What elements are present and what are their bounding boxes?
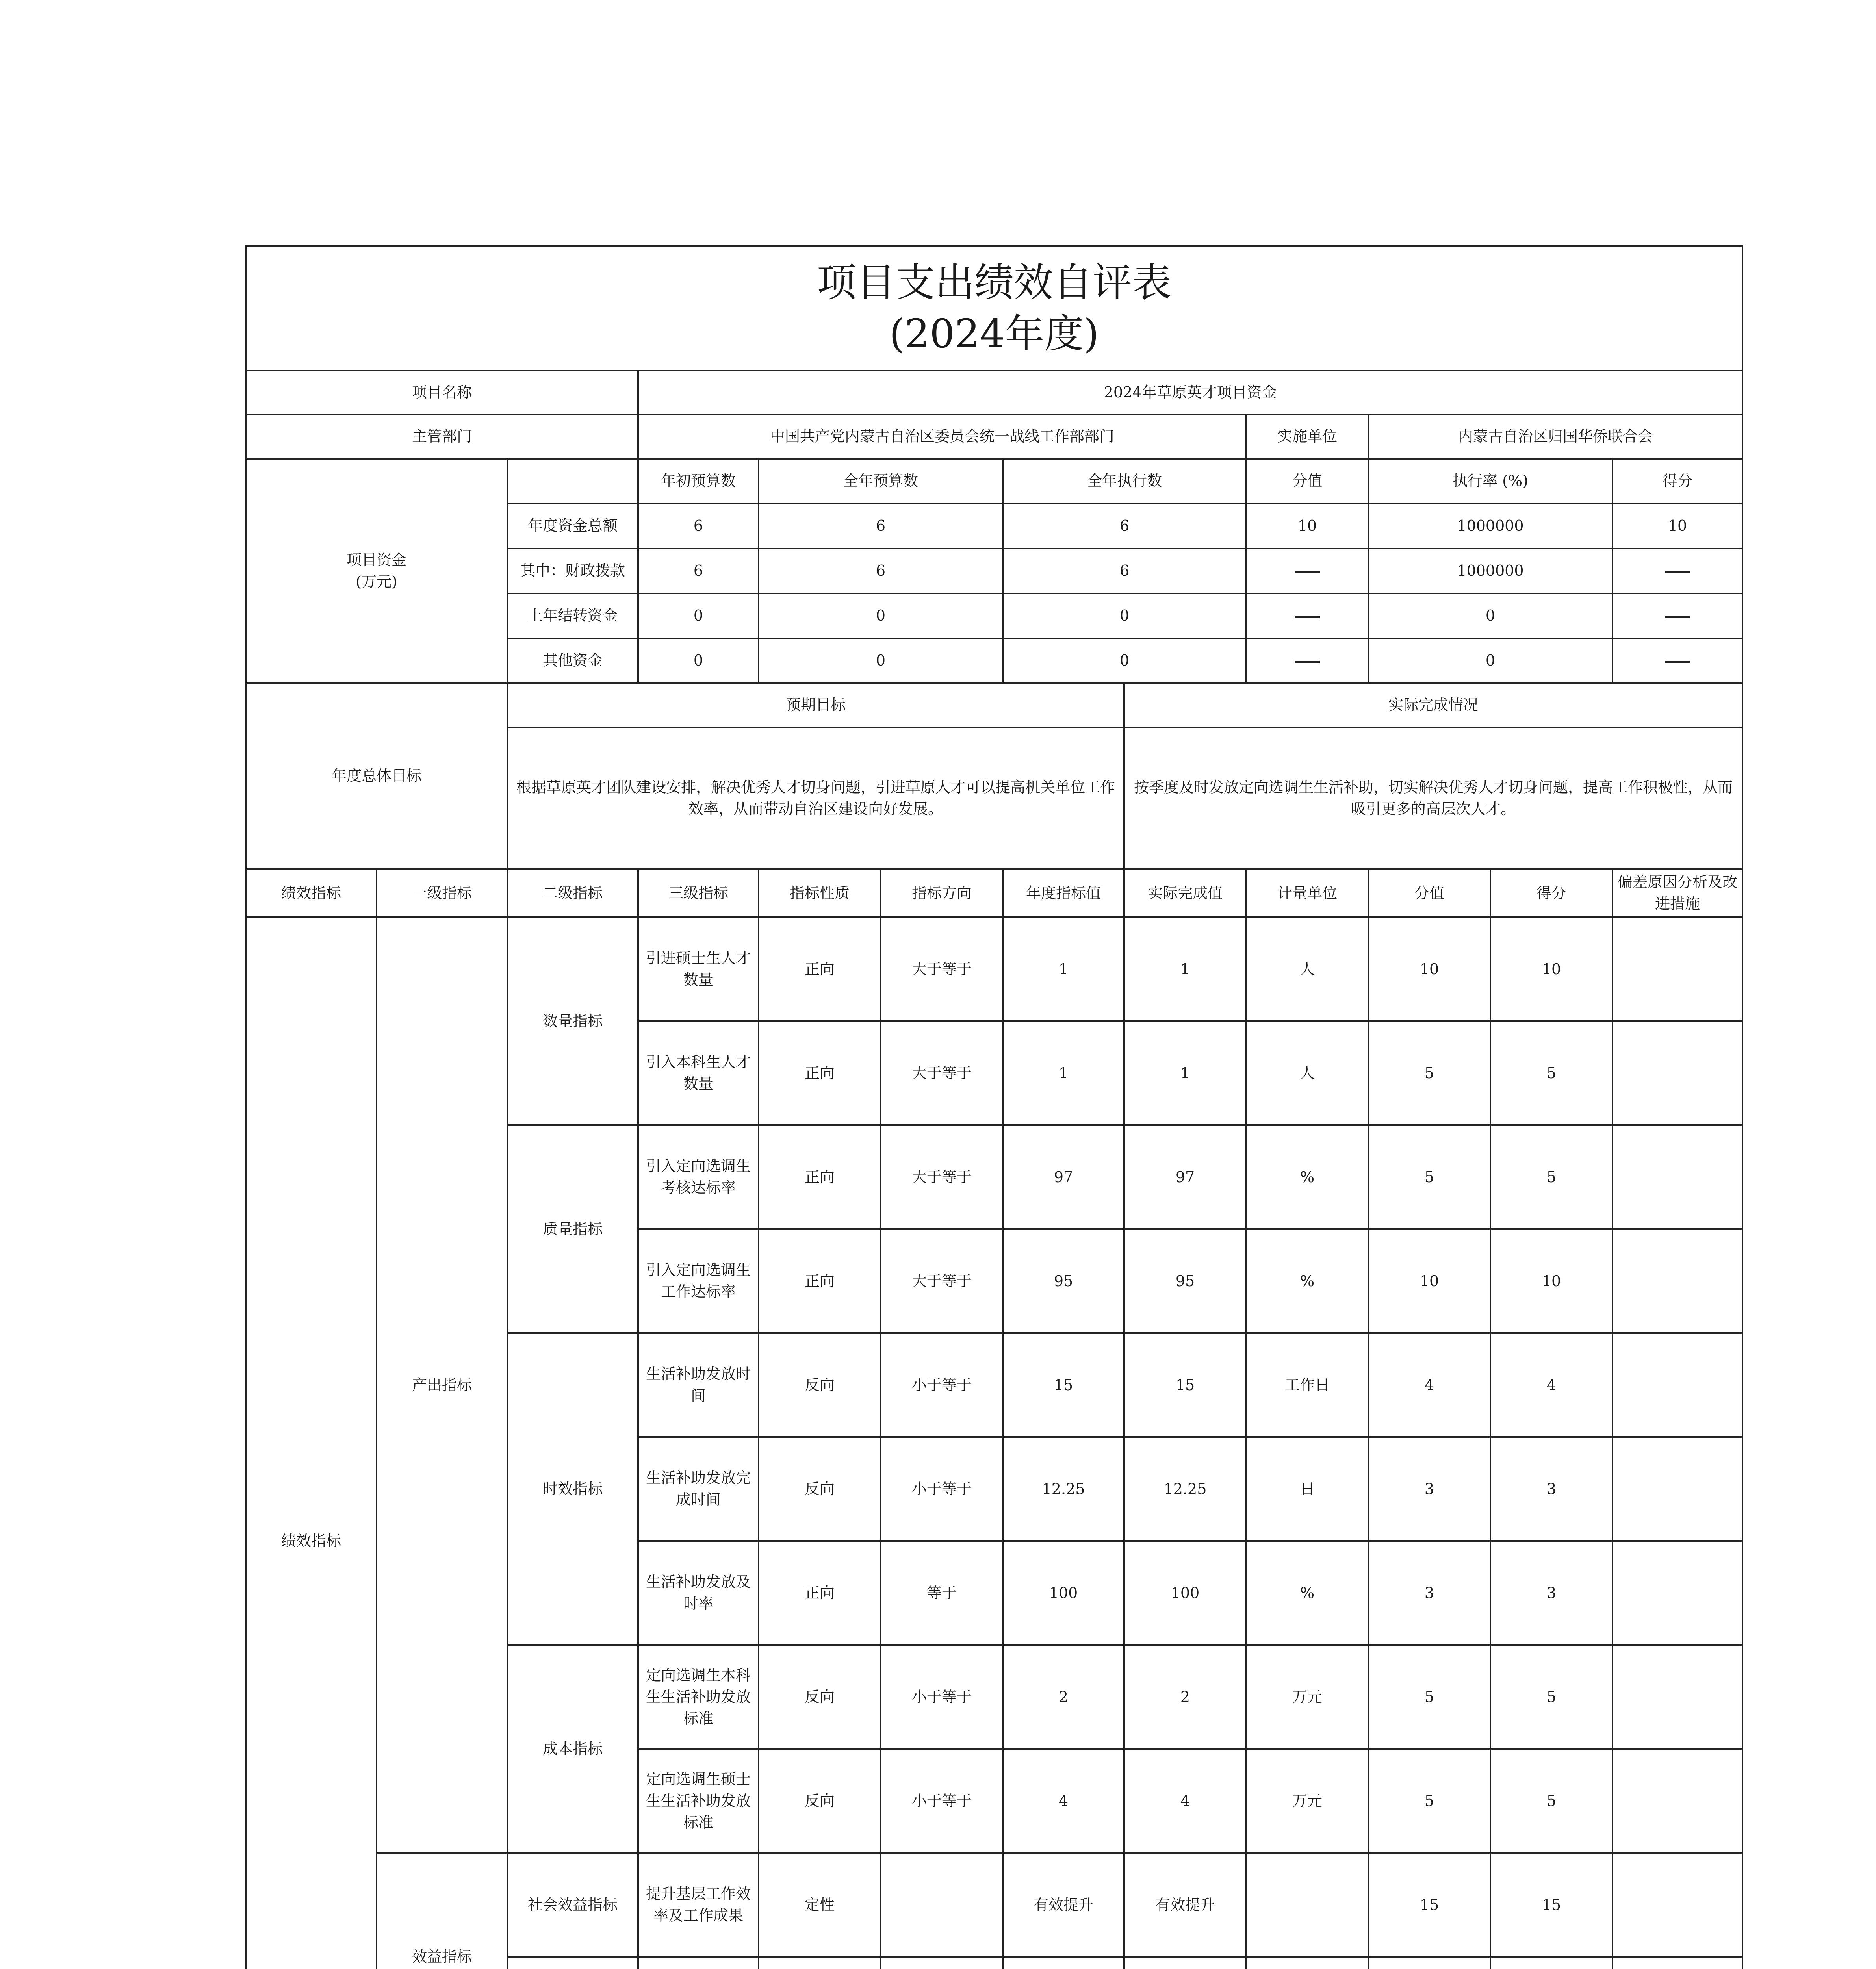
indicator-row: 生活补助发放完成时间 反向 小于等于 12.25 12.25 日 3 3 xyxy=(246,1437,1742,1541)
funds-section-label: 项目资金 (万元) xyxy=(246,459,507,683)
funds-header-initial: 年初预算数 xyxy=(638,459,759,504)
deviation-cell xyxy=(1613,1333,1742,1437)
level1-benefit: 效益指标 xyxy=(377,1853,507,1969)
dash-mark xyxy=(1665,616,1690,618)
funds-row: 其他资金 0 0 0 0 xyxy=(246,638,1742,683)
level2-cost: 成本指标 xyxy=(507,1645,638,1853)
indicator-header: 计量单位 xyxy=(1246,869,1368,917)
dash-cell xyxy=(1613,593,1742,638)
indicator-header: 指标性质 xyxy=(759,869,881,917)
indicator-row: 定向选调生硕士生生活补助发放标准 反向 小于等于 4 4 万元 5 5 xyxy=(246,1749,1742,1853)
deviation-cell xyxy=(1613,1021,1742,1125)
level2-timeliness: 时效指标 xyxy=(507,1333,638,1645)
deviation-cell xyxy=(1613,917,1742,1021)
dash-cell xyxy=(1613,549,1742,593)
deviation-cell xyxy=(1613,1541,1742,1645)
indicator-header: 实际完成值 xyxy=(1124,869,1246,917)
funds-row: 上年结转资金 0 0 0 0 xyxy=(246,593,1742,638)
dash-cell xyxy=(1246,549,1368,593)
indicator-header: 绩效指标 xyxy=(246,869,377,917)
indicator-row: 成本指标 定向选调生本科生生活补助发放标准 反向 小于等于 2 2 万元 5 5 xyxy=(246,1645,1742,1749)
indicator-row: 引入定向选调生工作达标率 正向 大于等于 95 95 % 10 10 xyxy=(246,1229,1742,1333)
deviation-cell xyxy=(1613,1437,1742,1541)
dash-mark xyxy=(1295,616,1320,618)
funds-header-blank xyxy=(507,459,638,504)
department-value: 中国共产党内蒙古自治区委员会统一战线工作部部门 xyxy=(638,415,1246,459)
indicator-header: 分值 xyxy=(1368,869,1490,917)
deviation-cell xyxy=(1613,1957,1742,1969)
dash-mark xyxy=(1295,661,1320,663)
dash-mark xyxy=(1665,571,1690,573)
dash-cell xyxy=(1613,638,1742,683)
deviation-cell xyxy=(1613,1749,1742,1853)
indicator-header: 年度指标值 xyxy=(1003,869,1124,917)
dash-mark xyxy=(1295,571,1320,573)
level1-output: 产出指标 xyxy=(377,917,507,1853)
funds-header-score: 得分 xyxy=(1613,459,1742,504)
level2-quality: 质量指标 xyxy=(507,1125,638,1333)
funds-header-executed: 全年执行数 xyxy=(1003,459,1246,504)
perf-indicator-label: 绩效指标 xyxy=(246,917,377,1969)
indicator-row: 效益指标 社会效益指标 提升基层工作效率及工作成果 定性 有效提升 有效提升 15 15 xyxy=(246,1853,1742,1957)
table-title: 项目支出绩效自评表 xyxy=(817,259,1172,306)
level2-quantity: 数量指标 xyxy=(507,917,638,1125)
deviation-cell xyxy=(1613,1853,1742,1957)
level2-sustain xyxy=(507,1957,638,1969)
deviation-cell xyxy=(1613,1229,1742,1333)
dash-cell xyxy=(1246,593,1368,638)
indicator-row: 质量指标 引入定向选调生考核达标率 正向 大于等于 97 97 % 5 5 xyxy=(246,1125,1742,1229)
indicator-header: 二级指标 xyxy=(507,869,638,917)
annual-goal-label: 年度总体目标 xyxy=(246,683,507,869)
deviation-cell xyxy=(1613,1645,1742,1749)
indicator-header-deviation: 偏差原因分析及改进措施 xyxy=(1613,869,1742,917)
expected-goal-header: 预期目标 xyxy=(507,683,1124,727)
indicator-row: 时效指标 生活补助发放时间 反向 小于等于 15 15 工作日 4 4 xyxy=(246,1333,1742,1437)
indicator-row: 引入本科生人才数量 正向 大于等于 1 1 人 5 5 xyxy=(246,1021,1742,1125)
level2-social: 社会效益指标 xyxy=(507,1853,638,1957)
funds-header-score-value: 分值 xyxy=(1246,459,1368,504)
table-subtitle: (2024年度) xyxy=(889,310,1099,357)
department-label: 主管部门 xyxy=(246,415,638,459)
funds-header-full-budget: 全年预算数 xyxy=(759,459,1003,504)
deviation-cell xyxy=(1613,1125,1742,1229)
actual-completion-text: 按季度及时发放定向选调生生活补助，切实解决优秀人才切身问题，提高工作积极性，从而吸引更多的高层次人才。 xyxy=(1124,727,1742,869)
implementing-unit-label: 实施单位 xyxy=(1246,415,1368,459)
indicator-header: 得分 xyxy=(1490,869,1613,917)
project-name-label: 项目名称 xyxy=(246,371,638,415)
indicator-header: 一级指标 xyxy=(377,869,507,917)
indicator-row: 绩效指标 产出指标 数量指标 引进硕士生人才数量 正向 大于等于 1 1 人 10 10 xyxy=(246,917,1742,1021)
expected-goal-text: 根据草原英才团队建设安排，解决优秀人才切身问题，引进草原人才可以提高机关单位工作效率，从而带动自治区建设向好发展。 xyxy=(507,727,1124,869)
indicator-header: 指标方向 xyxy=(881,869,1003,917)
implementing-unit-value: 内蒙古自治区归国华侨联合会 xyxy=(1368,415,1742,459)
actual-completion-header: 实际完成情况 xyxy=(1124,683,1742,727)
project-name-value: 2024年草原英才项目资金 xyxy=(638,371,1742,415)
table-title-cell xyxy=(246,246,1742,371)
dash-cell xyxy=(1246,638,1368,683)
performance-self-evaluation-table xyxy=(245,245,1743,1969)
funds-header-exec-rate: 执行率 (%) xyxy=(1368,459,1613,504)
funds-row: 其中：财政拨款 6 6 6 1000000 xyxy=(246,549,1742,593)
indicator-header: 三级指标 xyxy=(638,869,759,917)
dash-mark xyxy=(1665,661,1690,663)
funds-row: 年度资金总额 6 6 6 10 1000000 10 xyxy=(246,504,1742,549)
indicator-row: 生活补助发放及时率 正向 等于 100 100 % 3 3 xyxy=(246,1541,1742,1645)
